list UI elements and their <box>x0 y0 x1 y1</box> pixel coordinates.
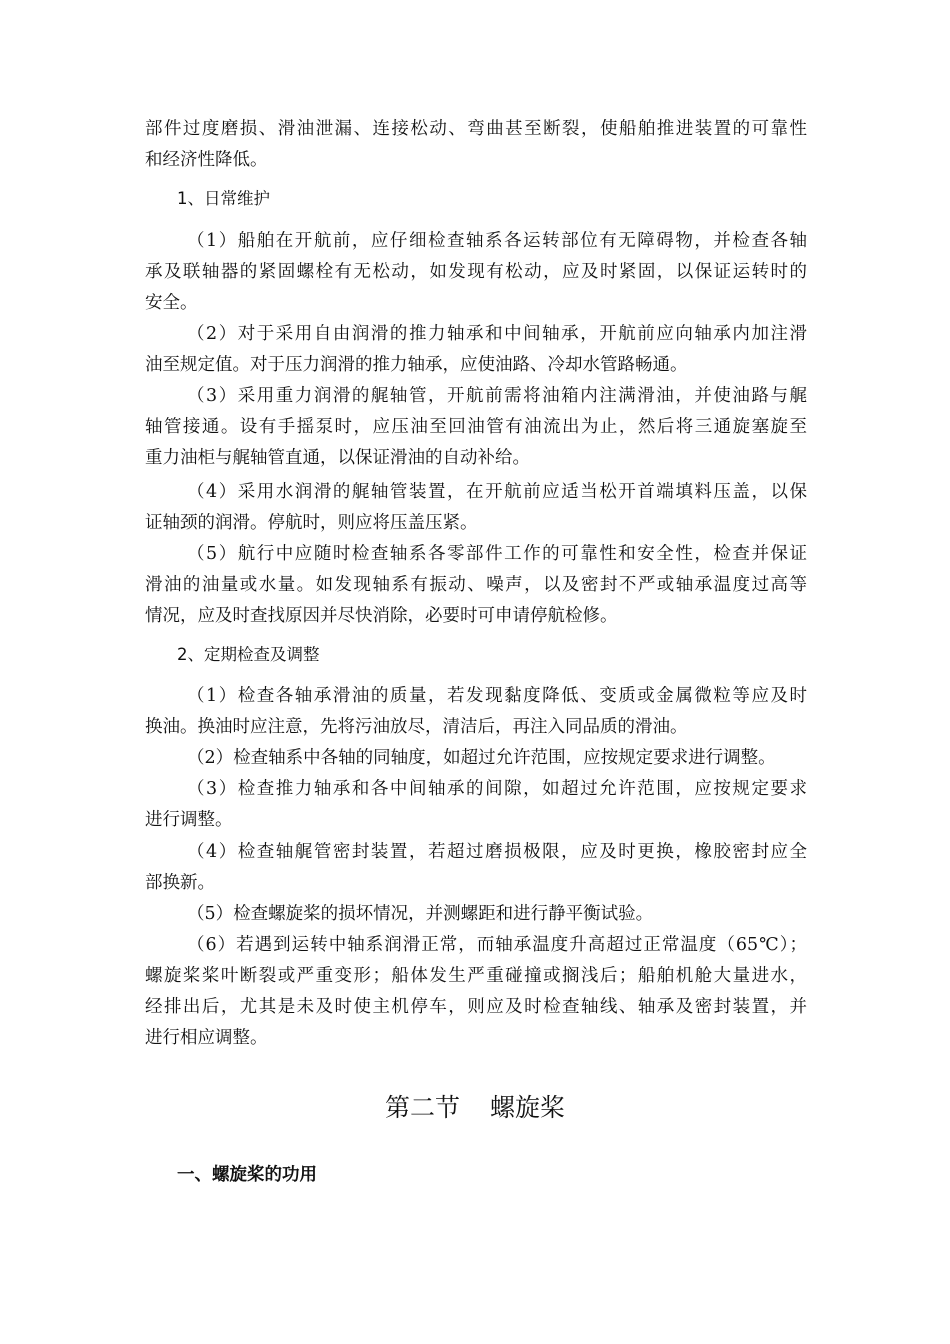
periodic-item-6-line-1: （6）若遇到运转中轴系润滑正常，而轴承温度升高超过正常温度（65℃）； <box>187 935 807 955</box>
daily-item-1-line-1: （1）船舶在开航前，应仔细检查轴系各运转部位有无障碍物，并检查各轴 <box>187 231 807 251</box>
periodic-item-6-line-3: 经排出后，尤其是未及时使主机停车，则应及时检查轴线、轴承及密封装置，并 <box>145 997 807 1017</box>
daily-item-3-line-2: 轴管接通。设有手摇泵时，应压油至回油管有油流出为止，然后将三通旋塞旋至 <box>145 417 807 437</box>
daily-item-4-line-1: （4）采用水润滑的艉轴管装置，在开航前应适当松开首端填料压盖，以保 <box>187 482 807 502</box>
intro-line-2: 和经济性降低。 <box>145 150 268 170</box>
periodic-item-5-line-1: （5）检查螺旋桨的损坏情况，并测螺距和进行静平衡试验。 <box>187 904 654 924</box>
daily-item-2-line-1: （2）对于采用自由润滑的推力轴承和中间轴承，开航前应向轴承内加注滑 <box>187 324 807 344</box>
periodic-item-1-line-2: 换油。换油时应注意，先将污油放尽，清洁后，再注入同品质的滑油。 <box>145 717 688 737</box>
section-title <box>0 1090 950 1126</box>
subsection-heading: 一、螺旋桨的功用 <box>177 1165 317 1185</box>
periodic-item-1-line-1: （1）检查各轴承滑油的质量，若发现黏度降低、变质或金属微粒等应及时 <box>187 686 807 706</box>
daily-item-4-line-2: 证轴颈的润滑。停航时，则应将压盖压紧。 <box>145 513 478 533</box>
daily-item-1-line-3: 安全。 <box>145 293 198 313</box>
daily-item-5-line-3: 情况，应及时查找原因并尽快消除，必要时可申请停航检修。 <box>145 606 618 626</box>
periodic-item-4-line-1: （4）检查轴艉管密封装置，若超过磨损极限，应及时更换，橡胶密封应全 <box>187 842 807 862</box>
periodic-item-3-line-1: （3）检查推力轴承和各中间轴承的间隙，如超过允许范围，应按规定要求 <box>187 779 807 799</box>
section-name: 螺旋桨 <box>490 1093 566 1122</box>
daily-item-3-line-1: （3）采用重力润滑的艉轴管，开航前需将油箱内注满滑油，并使油路与艉 <box>187 386 807 406</box>
periodic-item-6-line-2: 螺旋桨桨叶断裂或严重变形；船体发生严重碰撞或搁浅后；船舶机舱大量进水， <box>145 966 807 986</box>
daily-item-5-line-1: （5）航行中应随时检查轴系各零部件工作的可靠性和安全性，检查并保证 <box>187 544 807 564</box>
daily-item-3-line-3: 重力油柜与艉轴管直通，以保证滑油的自动补给。 <box>145 448 530 468</box>
periodic-inspection-heading: 2、定期检查及调整 <box>177 645 320 664</box>
daily-item-5-line-2: 滑油的油量或水量。如发现轴系有振动、噪声，以及密封不严或轴承温度过高等 <box>145 575 807 595</box>
intro-line-1: 部件过度磨损、滑油泄漏、连接松动、弯曲甚至断裂，使船舶推进装置的可靠性 <box>145 119 807 139</box>
periodic-item-4-line-2: 部换新。 <box>145 873 215 893</box>
periodic-item-3-line-2: 进行调整。 <box>145 810 233 830</box>
periodic-item-6-line-4: 进行相应调整。 <box>145 1028 268 1048</box>
daily-maintenance-heading: 1、日常维护 <box>177 189 270 208</box>
section-number: 第二节 <box>384 1093 460 1122</box>
daily-item-1-line-2: 承及联轴器的紧固螺栓有无松动，如发现有松动，应及时紧固，以保证运转时的 <box>145 262 807 282</box>
periodic-item-2-line-1: （2）检查轴系中各轴的同轴度，如超过允许范围，应按规定要求进行调整。 <box>187 748 776 768</box>
daily-item-2-line-2: 油至规定值。对于压力润滑的推力轴承，应使油路、冷却水管路畅通。 <box>145 355 688 375</box>
